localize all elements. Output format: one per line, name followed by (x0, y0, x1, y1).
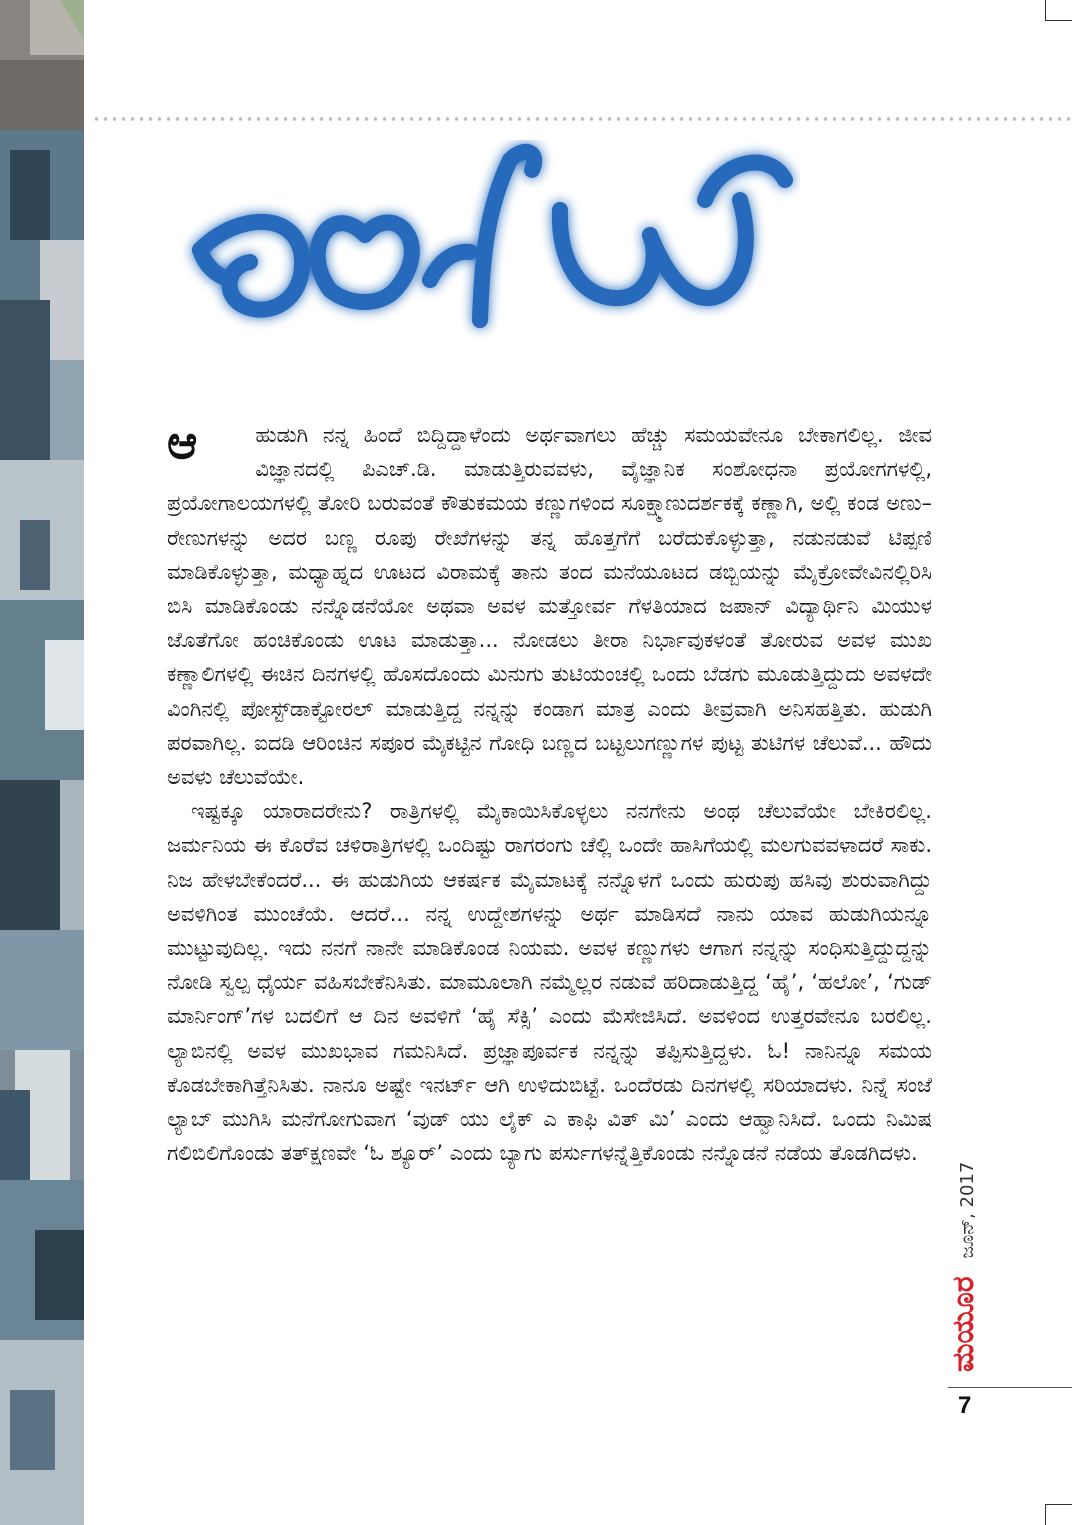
page-number-rule (948, 1387, 1072, 1388)
paragraph-1-text: ಹುಡುಗಿ ನನ್ನ ಹಿಂದೆ ಬಿದ್ದಿದ್ದಾಳೆಂದು ಅರ್ಥವಾಗಲು ಹೆಚ್ಚು ಸಮಯವೇನೂ ಬೇಕಾಗಲಿಲ್ಲ. ಜೀವ ವಿಜ್ಞಾನದಲ್ಲಿ ಪಿಎಚ್.ಡಿ. ಮಾಡುತ್ತಿರುವವಳು, ವೈಜ್ಞಾನಿಕ ಸಂಶೋಧನಾ ಪ್ರಯೋಗಗಳಲ್ಲಿ, ಪ್ರಯೋಗಾಲಯಗಳಲ್ಲಿ ತೋರಿ ಬರುವಂತೆ ಕೌತುಕಮಯ ಕಣ್ಣುಗಳಿಂದ ಸೂಕ್ಷ್ಮಾಣುದರ್ಶಕಕ್ಕೆ ಕಣ್ಣಾಗಿ, ಅಲ್ಲಿ ಕಂಡ ಅಣು–ರೇಣುಗಳನ್ನು ಅದರ ಬಣ್ಣ ರೂಪು ರೇಖೆಗಳನ್ನು ತನ್ನ ಹೊತ್ತಗೆಗೆ ಬರೆದುಕೊಳ್ಳುತ್ತಾ, ನಡುನಡುವೆ ಟಿಪ್ಪಣಿ ಮಾಡಿಕೊಳ್ಳುತ್ತಾ, ಮಧ್ಯಾಹ್ನದ ಊಟದ ವಿರಾಮಕ್ಕೆ ತಾನು ತಂದ ಮನೆಯೂಟದ ಡಬ್ಬಿಯನ್ನು ಮೈಕ್ರೋವೇವಿನಲ್ಲಿರಿಸಿ ಬಿಸಿ ಮಾಡಿಕೊಂಡು ನನ್ನೊಡನೆಯೋ ಅಥವಾ ಅವಳ ಮತ್ತೋರ್ವ ಗೆಳತಿಯಾದ ಜಪಾನ್ ವಿದ್ಯಾರ್ಥಿನಿ ಮಿಯುಳ ಜೊತೆಗೋ ಹಂಚಿಕೊಂಡು ಊಟ ಮಾಡುತ್ತಾ... ನೋಡಲು ತೀರಾ ನಿರ್ಭಾವುಕಳಂತೆ ತೋರುವ ಅವಳ ಮುಖ ಕಣ್ಣಾಲಿಗಳಲ್ಲಿ ಈಚಿನ ದಿನಗಳಲ್ಲಿ ಹೊಸದೊಂದು ಮಿನುಗು ತುಟಿಯಂಚಲ್ಲಿ ಒಂದು ಬೆಡಗು ಮೂಡುತ್ತಿದ್ದುದು ಅವಳದೇ ವಿಂಗಿನಲ್ಲಿ ಪೋಸ್ಟ್‌ಡಾಕ್ಟೋರಲ್ ಮಾಡುತ್ತಿದ್ದ ನನ್ನನ್ನು ಕಂಡಾಗ ಮಾತ್ರ ಎಂದು ತೀವ್ರವಾಗಿ ಅನಿಸಹತ್ತಿತು. ಹುಡುಗಿ ಪರವಾಗಿಲ್ಲ. ಐದಡಿ ಆರಿಂಚಿನ ಸಪೂರ ಮೈಕಟ್ಟಿನ ಗೋಧಿ ಬಣ್ಣದ ಬಟ್ಟಲುಗಣ್ಣುಗಳ ಪುಟ್ಟ ತುಟಿಗಳ ಚೆಲುವೆ... ಹೌದು ಅವಳು ಚೆಲುವೆಯೇ. (167, 423, 932, 790)
paragraph-2: ಇಷ್ಟಕ್ಕೂ ಯಾರಾದರೇನು? ರಾತ್ರಿಗಳಲ್ಲಿ ಮೈಕಾಯಿಸಿಕೊಳ್ಳಲು ನನಗೇನು ಅಂಥ ಚೆಲುವೆಯೇ ಬೇಕಿರಲಿಲ್ಲ. ಜರ್ಮನಿಯ ಈ ಕೊರೆವ ಚಳಿರಾತ್ರಿಗಳಲ್ಲಿ ಒಂದಿಷ್ಟು ರಾಗರಂಗು ಚೆಲ್ಲಿ ಒಂದೇ ಹಾಸಿಗೆಯಲ್ಲಿ ಮಲಗುವವಳಾದರೆ ಸಾಕು. ನಿಜ ಹೇಳಬೇಕೆಂದರೆ... ಈ ಹುಡುಗಿಯ ಆಕರ್ಷಕ ಮೈಮಾಟಕ್ಕೆ ನನ್ನೊಳಗೆ ಒಂದು ಹುರುಪು ಹಸಿವು ಶುರುವಾಗಿದ್ದು ಅವಳಿಗಿಂತ ಮುಂಚೆಯೆ. ಆದರೆ... ನನ್ನ ಉದ್ದೇಶಗಳನ್ನು ಅರ್ಥ ಮಾಡಿಸದೆ ನಾನು ಯಾವ ಹುಡುಗಿಯನ್ನೂ ಮುಟ್ಟುವುದಿಲ್ಲ. ಇದು ನನಗೆ ನಾನೇ ಮಾಡಿಕೊಂಡ ನಿಯಮ. ಅವಳ ಕಣ್ಣುಗಳು ಆಗಾಗ ನನ್ನನ್ನು ಸಂಧಿಸುತ್ತಿದ್ದುದ್ದನ್ನು ನೋಡಿ ಸ್ವಲ್ಪ ಧೈರ್ಯ ವಹಿಸಬೇಕೆನಿಸಿತು. ಮಾಮೂಲಾಗಿ ನಮ್ಮೆಲ್ಲರ ನಡುವೆ ಹರಿದಾಡುತ್ತಿದ್ದ ‘ಹೈ’, ‘ಹಲೋ’, ‘ಗುಡ್ ಮಾರ್ನಿಂಗ್’ಗಳ ಬದಲಿಗೆ ಆ ದಿನ ಅವಳಿಗೆ ‘ಹೈ ಸೆಕ್ಸಿ’ ಎಂದು ಮೆಸೇಜಿಸಿದೆ. ಅವಳಿಂದ ಉತ್ತರವೇನೂ ಬರಲಿಲ್ಲ. ಲ್ಯಾಬಿನಲ್ಲಿ ಅವಳ ಮುಖಭಾವ ಗಮನಿಸಿದೆ. ಪ್ರಜ್ಞಾಪೂರ್ವಕ ನನ್ನನ್ನು ತಪ್ಪಿಸುತ್ತಿದ್ದಳು. ಓ! ನಾನಿನ್ನೂ ಸಮಯ ಕೊಡಬೇಕಾಗಿತ್ತೆನಿಸಿತು. ನಾನೂ ಅಷ್ಟೇ ಇನರ್ಟ್ ಆಗಿ ಉಳಿದುಬಿಟ್ಟೆ. ಒಂದೆರಡು ದಿನಗಳಲ್ಲಿ ಸರಿಯಾದಳು. ನಿನ್ನೆ ಸಂಜೆ ಲ್ಯಾಬ್ ಮುಗಿಸಿ ಮನೆಗೋಗುವಾಗ ‘ವುಡ್ ಯು ಲೈಕ್ ಎ ಕಾಫಿ ವಿತ್ ಮಿ’ ಎಂದು ಆಹ್ವಾನಿಸಿದೆ. ಒಂದು ನಿಮಿಷ ಗಲಿಬಿಲಿಗೊಂಡು ತತ್‌ಕ್ಷಣವೇ ‘ಓ ಶ್ಯೂರ್’ ಎಂದು ಬ್ಯಾಗು ಪರ್ಸುಗಳನ್ನೆತ್ತಿಕೊಂಡು ನನ್ನೊಡನೆ ನಡೆಯ ತೊಡಗಿದಳು. (167, 799, 932, 1166)
page-number: 7 (958, 1392, 972, 1419)
magazine-name: ಮಯೂರ (946, 1276, 981, 1372)
drop-cap: ಆ (167, 415, 198, 469)
crop-mark-bottom-right (1045, 1504, 1072, 1525)
crop-mark-top-right (1045, 0, 1072, 21)
decorative-side-artwork (0, 0, 84, 1525)
issue-date: ಜೂನ್, 2017 (957, 1161, 978, 1259)
article-body (167, 415, 932, 1170)
story-title-logo (180, 140, 800, 410)
paragraph-1 (167, 415, 932, 794)
magazine-masthead (946, 1162, 981, 1372)
dotted-divider (92, 116, 1072, 122)
